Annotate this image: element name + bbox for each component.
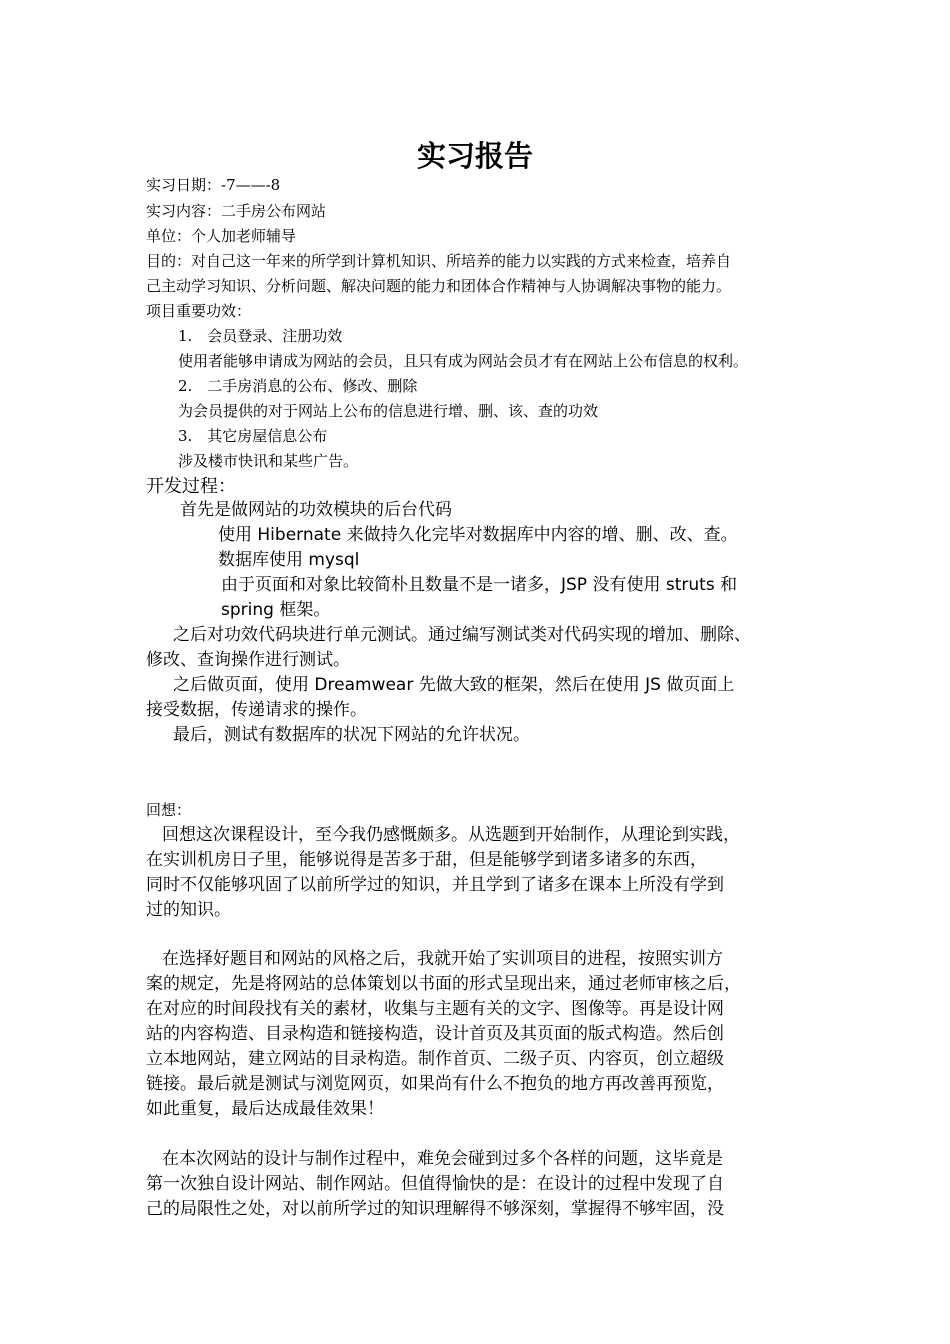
reflection-line: 第一次独自设计网站、制作网站。但值得愉快的是：在设计的过程中发现了自 <box>146 1174 724 1194</box>
reflection-line: 己的局限性之处，对以前所学过的知识理解得不够深刻，掌握得不够牢固，没 <box>146 1199 724 1219</box>
reflection-line: 回想这次课程设计，至今我仍感慨颇多。从选题到开始制作，从理论到实践， <box>162 825 740 845</box>
development-line: 数据库使用 mysql <box>218 550 360 570</box>
reflection-line: 链接。最后就是测试与浏览网页，如果尚有什么不抱负的地方再改善再预览， <box>146 1074 724 1094</box>
reflection-line: 在本次网站的设计与制作过程中，难免会碰到过多个各样的问题，这毕竟是 <box>162 1149 723 1169</box>
development-line: 之后做页面，使用 Dreamwear 先做大致的框架，然后在使用 JS 做页面上 <box>173 675 735 695</box>
purpose-line: 目的：对自己这一年来的所学到计算机知识、所培养的能力以实践的方式来检查，培养自 <box>146 252 732 270</box>
purpose-line: 己主动学习知识、分析问题、解决问题的能力和团体合作精神与人协调解决事物的能力。 <box>146 277 732 295</box>
development-line: 接受数据，传递请求的操作。 <box>146 700 367 720</box>
development-heading: 开发过程： <box>146 476 236 497</box>
reflection-line: 同时不仅能够巩固了以前所学过的知识，并且学到了诸多在课本上所没有学到 <box>146 875 724 895</box>
development-line: spring 框架。 <box>221 600 331 620</box>
internship-date: 实习日期：-7——-8 <box>146 176 281 194</box>
reflection-line: 站的内容构造、目录构造和链接构造，设计首页及其页面的版式构造。然后创 <box>146 1024 724 1044</box>
reflection-line: 过的知识。 <box>146 900 231 920</box>
development-line: 最后，测试有数据库的状况下网站的允许状况。 <box>173 725 530 745</box>
development-line: 之后对功效代码块进行单元测试。通过编写测试类对代码实现的增加、删除、 <box>173 625 751 645</box>
functions-heading: 项目重要功效： <box>146 302 252 320</box>
internship-unit: 单位：个人加老师辅导 <box>146 227 297 245</box>
development-line: 使用 Hibernate 来做持久化完毕对数据库中内容的增、删、改、查。 <box>218 525 738 545</box>
reflection-line: 在选择好题目和网站的风格之后，我就开始了实训项目的进程，按照实训方 <box>162 949 723 969</box>
reflection-line: 案的规定，先是将网站的总体策划以书面的形式呈现出来，通过老师审核之后， <box>146 974 741 994</box>
reflection-line: 如此重复，最后达成最佳效果！ <box>146 1099 384 1119</box>
development-line: 修改、查询操作进行测试。 <box>146 650 350 670</box>
development-line: 首先是做网站的功效模块的后台代码 <box>180 500 452 520</box>
reflection-line: 在实训机房日子里，能够说得是苦多于甜，但是能够学到诸多诸多的东西， <box>146 850 707 870</box>
reflection-heading: 回想： <box>146 801 192 819</box>
function-title: 1. 会员登录、注册功效 <box>178 327 343 345</box>
function-description: 涉及楼市快讯和某些广告。 <box>178 452 359 470</box>
function-title: 2. 二手房消息的公布、修改、删除 <box>178 377 418 395</box>
document-title: 实习报告 <box>416 139 533 173</box>
reflection-line: 在对应的时间段找有关的素材，收集与主题有关的文字、图像等。再是设计网 <box>146 999 724 1019</box>
function-description: 为会员提供的对于网站上公布的信息进行增、删、该、查的功效 <box>178 402 599 420</box>
internship-content: 实习内容：二手房公布网站 <box>146 202 327 220</box>
reflection-line: 立本地网站，建立网站的目录构造。制作首页、二级子页、内容页，创立超级 <box>146 1049 724 1069</box>
development-line: 由于页面和对象比较简朴且数量不是一诸多，JSP 没有使用 struts 和 <box>221 575 738 595</box>
function-title: 3. 其它房屋信息公布 <box>178 427 328 445</box>
function-description: 使用者能够申请成为网站的会员，且只有成为网站会员才有在网站上公布信息的权利。 <box>178 352 749 370</box>
